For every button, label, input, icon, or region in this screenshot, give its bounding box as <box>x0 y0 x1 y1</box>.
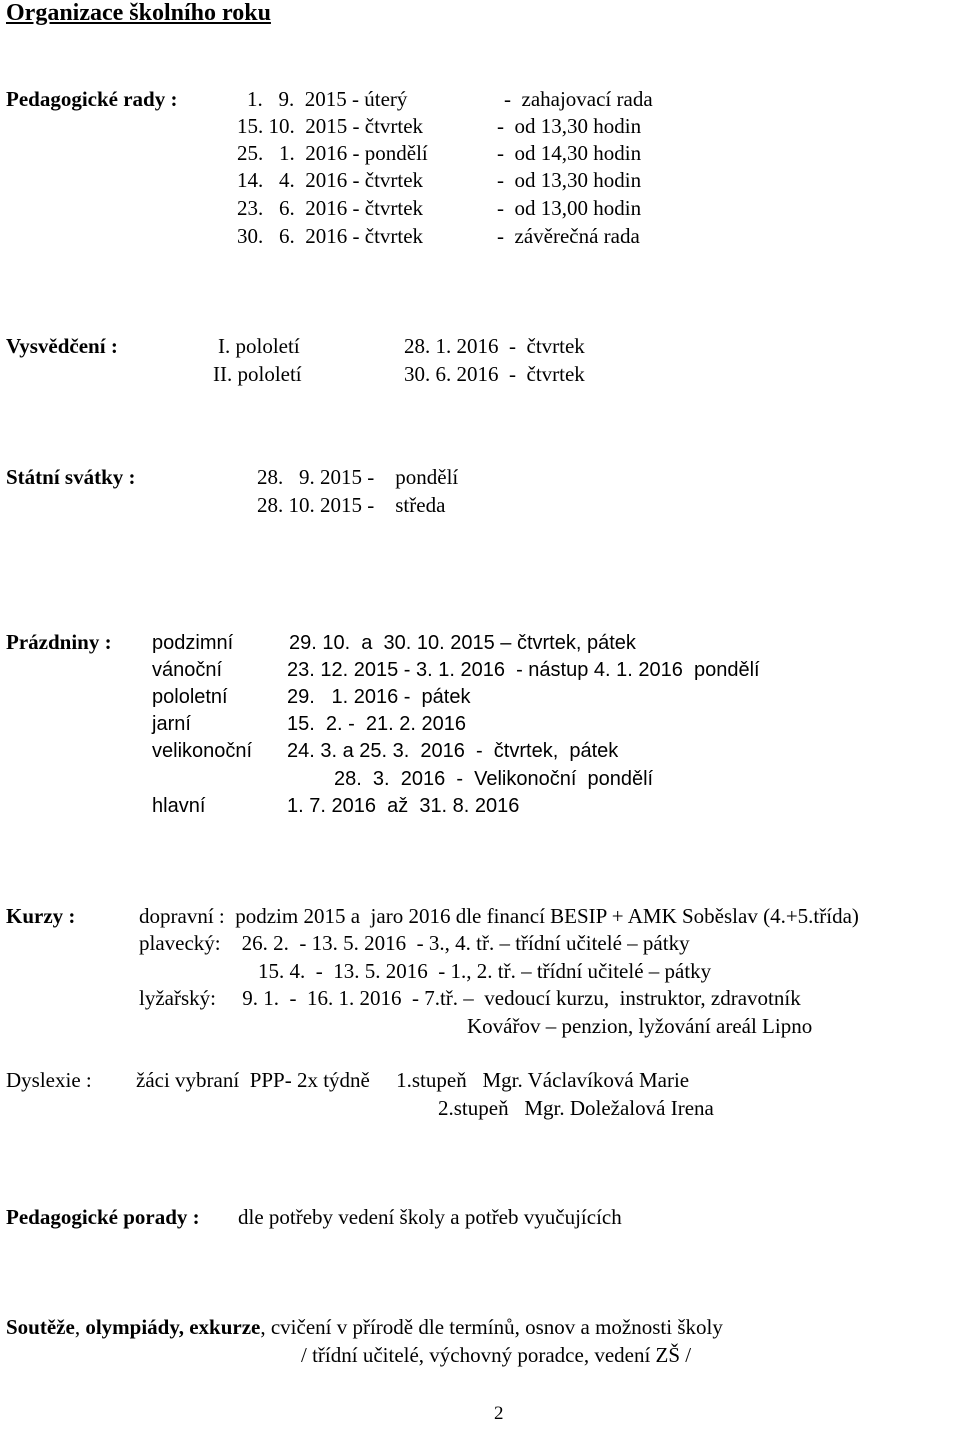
prazdniny-name: pololetní <box>152 686 228 708</box>
rada-date: 25. 1. 2016 - pondělí <box>237 141 428 165</box>
rada-date: 30. 6. 2016 - čtvrtek <box>237 224 424 248</box>
rada-note: - závěrečná rada <box>497 224 640 248</box>
souteze-line <box>6 1314 723 1341</box>
rada-date: 1. 9. 2015 - úterý <box>247 87 408 111</box>
kurz-line: plavecký: 26. 2. - 13. 5. 2016 - 3., 4. tř. – třídní učitelé – pátky <box>139 931 690 955</box>
prazdniny-dates: 28. 3. 2016 - Velikonoční pondělí <box>334 768 654 790</box>
prazdniny-name: podzimní <box>152 632 234 654</box>
kurz-line: 15. 4. - 13. 5. 2016 - 1., 2. tř. – třídní učitelé – pátky <box>258 959 712 983</box>
page-title: Organizace školního roku <box>6 0 271 26</box>
prazdniny-dates: 29. 1. 2016 - pátek <box>287 686 471 708</box>
souteze-bold: Soutěže <box>6 1315 75 1339</box>
rada-date: 23. 6. 2016 - čtvrtek <box>237 196 424 220</box>
vysvedceni-label: Vysvědčení : <box>6 334 118 358</box>
svatek-row: 28. 10. 2015 - středa <box>257 493 446 517</box>
vysvedceni-period: II. pololetí <box>213 362 302 386</box>
pedagogicke-rady-label: Pedagogické rady : <box>6 87 178 111</box>
souteze-separator: , <box>74 1315 86 1339</box>
rada-note: - zahajovací rada <box>504 87 653 111</box>
page-number: 2 <box>494 1403 504 1424</box>
rada-note: - od 14,30 hodin <box>497 141 642 165</box>
prazdniny-dates: 1. 7. 2016 až 31. 8. 2016 <box>287 795 520 817</box>
prazdniny-label: Prázdniny : <box>6 630 112 654</box>
kurz-line: Kovářov – penzion, lyžování areál Lipno <box>467 1014 813 1038</box>
prazdniny-name: jarní <box>152 713 191 735</box>
kurz-line: lyžařský: 9. 1. - 16. 1. 2016 - 7.tř. – vedoucí kurzu, instruktor, zdravotník <box>139 986 801 1010</box>
prazdniny-name: hlavní <box>152 795 206 817</box>
vysvedceni-period: I. pololetí <box>218 334 300 358</box>
rada-date: 14. 4. 2016 - čtvrtek <box>237 168 424 192</box>
vysvedceni-date: 30. 6. 2016 - čtvrtek <box>404 362 585 386</box>
prazdniny-name: vánoční <box>152 659 223 681</box>
porady-text: dle potřeby vedení školy a potřeb vyučujících <box>238 1205 622 1229</box>
kurzy-label: Kurzy : <box>6 904 76 928</box>
rada-note: - od 13,30 hodin <box>497 114 642 138</box>
vysvedceni-date: 28. 1. 2016 - čtvrtek <box>404 334 585 358</box>
prazdniny-dates: 29. 10. a 30. 10. 2015 – čtvrtek, pátek <box>289 632 636 654</box>
porady-label: Pedagogické porady : <box>6 1205 200 1229</box>
rada-note: - od 13,00 hodin <box>497 196 642 220</box>
prazdniny-dates: 15. 2. - 21. 2. 2016 <box>287 713 467 735</box>
rada-note: - od 13,30 hodin <box>497 168 642 192</box>
rada-date: 15. 10. 2015 - čtvrtek <box>237 114 424 138</box>
dyslexie-line: 2.stupeň Mgr. Doležalová Irena <box>438 1096 714 1120</box>
kurz-line: dopravní : podzim 2015 a jaro 2016 dle financí BESIP + AMK Soběslav (4.+5.třída) <box>139 904 859 928</box>
souteze-rest: , cvičení v přírodě dle termínů, osnov a možnosti školy <box>260 1315 723 1339</box>
prazdniny-dates: 23. 12. 2015 - 3. 1. 2016 - nástup 4. 1. 2016 pondělí <box>287 659 760 681</box>
svatek-row: 28. 9. 2015 - pondělí <box>257 465 459 489</box>
souteze-line2: / třídní učitelé, výchovný poradce, vedení ZŠ / <box>301 1343 692 1367</box>
olympiady-bold: olympiády, exkurze <box>85 1315 261 1339</box>
prazdniny-dates: 24. 3. a 25. 3. 2016 - čtvrtek, pátek <box>287 740 619 762</box>
dyslexie-line: žáci vybraní PPP- 2x týdně 1.stupeň Mgr. Václavíková Marie <box>136 1068 690 1092</box>
dyslexie-label: Dyslexie : <box>6 1068 92 1092</box>
prazdniny-name: velikonoční <box>152 740 253 762</box>
statni-svatky-label: Státní svátky : <box>6 465 136 489</box>
